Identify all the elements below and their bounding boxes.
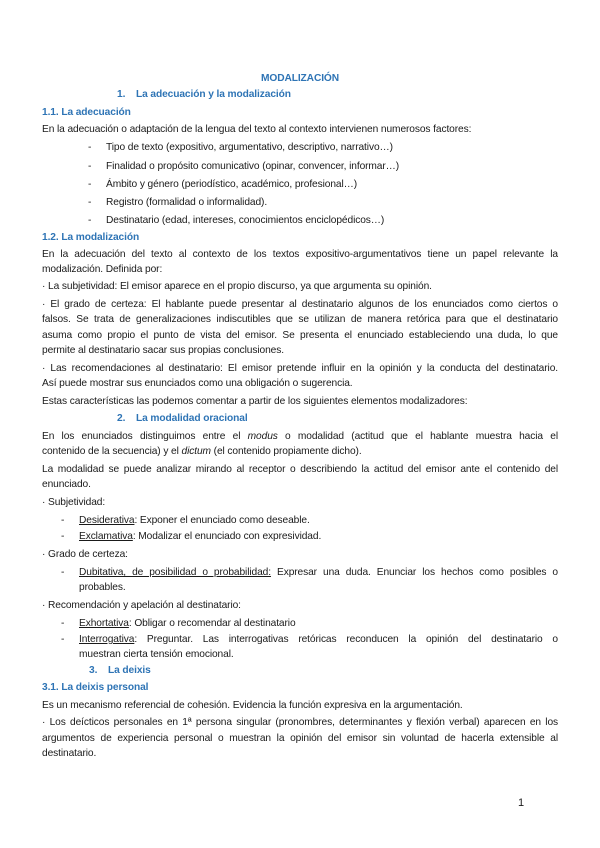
list-dash: - (61, 567, 65, 578)
list-dash: - (88, 179, 92, 190)
section-1-1-heading: 1.1. La adecuación (42, 107, 131, 118)
list-dash: - (88, 161, 92, 172)
section-1-2-heading: 1.2. La modalización (42, 232, 140, 243)
recomendacion-label: · Recomendación y apelación al destinatario: (42, 600, 241, 611)
paragraph-line: En los enunciados distinguimos entre el modus o modalidad (actitud que el hablante muestra hacia el (42, 431, 558, 442)
section-1-number: 1. (117, 89, 126, 100)
list-dash: - (61, 618, 65, 629)
paragraph-line: modalización. Definida por: (42, 264, 163, 275)
list-item: Dubitativa, de posibilidad o probabilidad: Expresar una duda. Enunciar los hechos como posibles o (79, 567, 558, 578)
list-item-continuation: muestran cierta tensión emocional. (79, 649, 234, 660)
paragraph-line: falsos. Se trata de generalizaciones indiscutibles que se utilizan de manera retórica para que el destinatario (42, 314, 558, 325)
paragraph-line: asuma como propio el punto de vista del emisor. Se presenta el enunciado estableciendo una duda, lo que (42, 330, 558, 341)
section-2-number: 2. (117, 413, 126, 424)
list-dash: - (88, 215, 92, 226)
section-3-heading: La deixis (108, 665, 151, 676)
paragraph-line: En la adecuación del texto al contexto de los textos expositivo-argumentativos tiene un papel relevante la (42, 249, 558, 260)
paragraph-line: contenido de la secuencia) y el dictum (el contenido propiamente dicho). (42, 446, 362, 457)
section-3-number: 3. (89, 665, 98, 676)
list-dash: - (61, 531, 65, 542)
list-item: Tipo de texto (expositivo, argumentativo, descriptivo, narrativo…) (106, 142, 393, 153)
list-item: Finalidad o propósito comunicativo (opinar, convencer, informar…) (106, 161, 400, 172)
certeza-label: · Grado de certeza: (42, 549, 128, 560)
paragraph-line: · Las recomendaciones al destinatario: El emisor pretende influir en la opinión y la conducta del destinatario. (42, 363, 558, 374)
list-dash: - (61, 515, 65, 526)
list-dash: - (88, 197, 92, 208)
section-3-1-heading: 3.1. La deixis personal (42, 682, 149, 693)
paragraph-line: argumentos de experiencia personal o muestran la opinión del emisor sin voluntad de hacerla extensible al (42, 733, 558, 744)
paragraph-line: Estas características las podemos comentar a partir de los siguientes elementos modalizadores: (42, 396, 468, 407)
list-item-continuation: probables. (79, 582, 126, 593)
page-number: 1 (518, 797, 525, 809)
list-item: Destinatario (edad, intereses, conocimientos enciclopédicos…) (106, 215, 385, 226)
section-2-heading: La modalidad oracional (136, 413, 248, 424)
list-item: Ámbito y género (periodístico, académico, profesional…) (106, 179, 358, 190)
paragraph-line: Es un mecanismo referencial de cohesión. Evidencia la función expresiva en la argumentación. (42, 700, 463, 711)
list-dash: - (88, 142, 92, 153)
list-item: Interrogativa: Preguntar. Las interrogativas retóricas reconducen la opinión del destinatario o (79, 634, 558, 645)
section-1-heading: La adecuación y la modalización (136, 89, 291, 100)
paragraph-line: · Los deícticos personales en 1ª persona singular (pronombres, determinantes y flexión verbal) aparecen en los (42, 717, 558, 728)
list-item: Desiderativa: Exponer el enunciado como deseable. (79, 515, 310, 526)
paragraph-line: La modalidad se puede analizar mirando al receptor o describiendo la actitud del emisor ante el contenido del (42, 464, 558, 475)
list-item: Exhortativa: Obligar o recomendar al destinatario (79, 618, 296, 629)
paragraph-line: permite al destinatario sacar sus propias conclusiones. (42, 345, 284, 356)
paragraph-line: destinatario. (42, 748, 97, 759)
paragraph-line: enunciado. (42, 479, 91, 490)
list-item: Exclamativa: Modalizar el enunciado con expresividad. (79, 531, 322, 542)
section-1-1-intro: En la adecuación o adaptación de la lengua del texto al contexto intervienen numerosos factores: (42, 124, 472, 135)
paragraph-line: Así puede mostrar sus enunciados como una obligación o sugerencia. (42, 378, 353, 389)
document-title: MODALIZACIÓN (260, 73, 340, 84)
list-item: Registro (formalidad o informalidad). (106, 197, 268, 208)
list-dash: - (61, 634, 65, 645)
subjetividad-label: · Subjetividad: (42, 497, 106, 508)
paragraph-line: · El grado de certeza: El hablante puede presentar al destinatario algunos de los enunciados como ciertos o (42, 299, 558, 310)
bullet-subjetividad: · La subjetividad: El emisor aparece en el propio discurso, ya que argumenta su opinión. (42, 281, 432, 292)
